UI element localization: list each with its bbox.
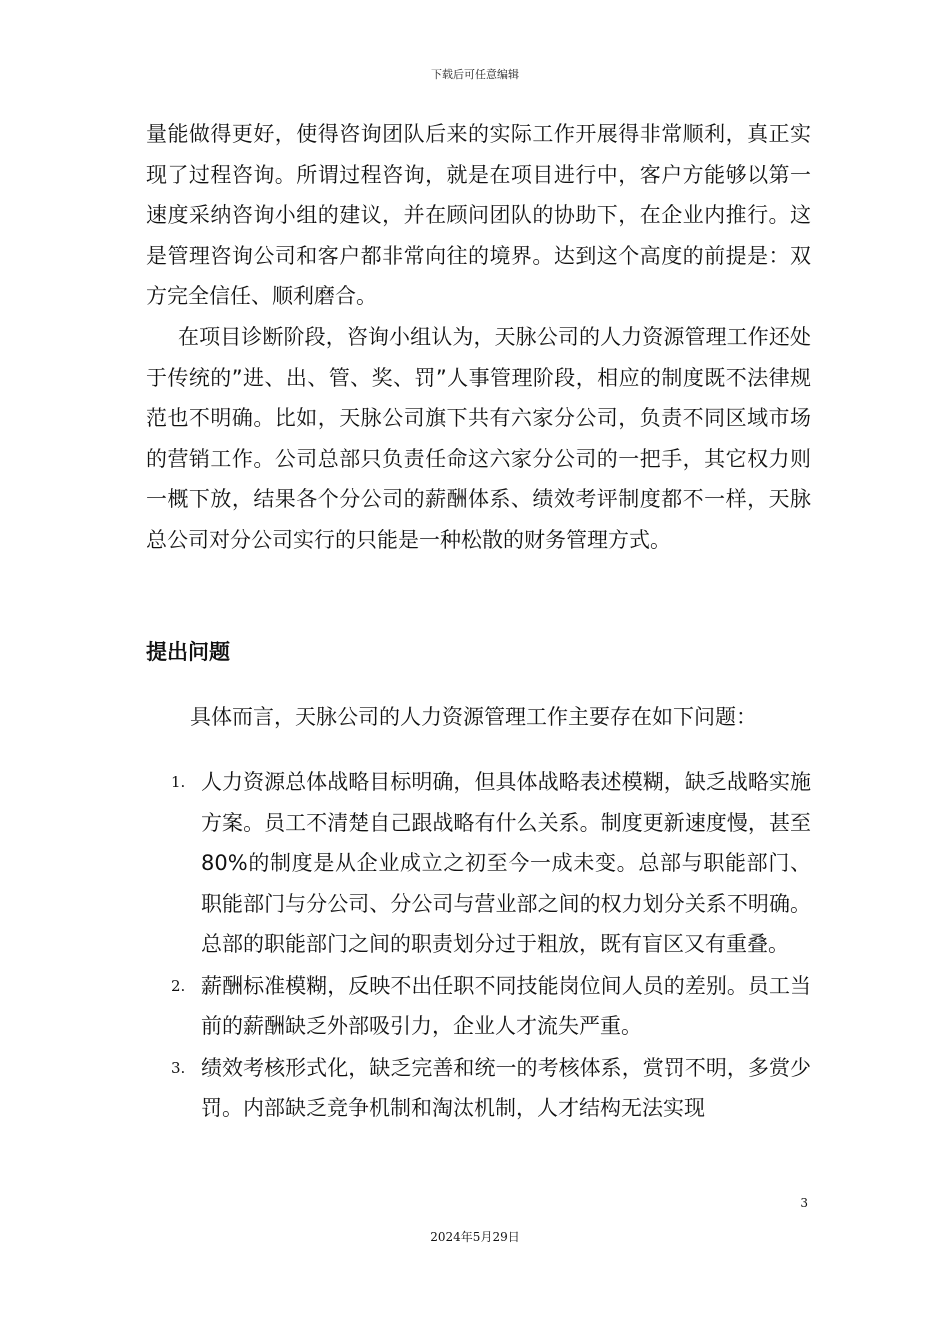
list-item-number: 3.: [171, 1058, 186, 1077]
list-item-number: 1.: [171, 773, 186, 791]
list-item: [146, 1048, 811, 1129]
page-number: 3: [800, 1196, 808, 1210]
list-item: [146, 762, 811, 965]
footer-date: 2024年5月29日: [430, 1230, 520, 1244]
problem-list: [146, 762, 811, 1130]
header-note: 下载后可任意编辑: [431, 68, 519, 81]
list-item-text: 薪酬标准模糊，反映不出任职不同技能岗位间人员的差别。员工当前的薪酬缺乏外部吸引力，企业人才流失严重。: [201, 973, 811, 1038]
body-paragraph: 量能做得更好，使得咨询团队后来的实际工作开展得非常顺利，真正实现了过程咨询。所谓过程咨询，就是在项目进行中，客户方能够以第一速度采纳咨询小组的建议，并在顾问团队的协助下，在企业内推行。这是管理咨询公司和客户都非常向往的境界。达到这个高度的前提是：双方完全信任、顺利磨合。: [146, 122, 811, 308]
body-paragraph: 在项目诊断阶段，咨询小组认为，天脉公司的人力资源管理工作还处于传统的”进、出、管、奖、罚”人事管理阶段，相应的制度既不法律规范也不明确。比如，天脉公司旗下共有六家分公司，负责不同区域市场的营销工作。公司总部只负责任命这六家分公司的一把手，其它权力则一概下放，结果各个分公司的薪酬体系、绩效考评制度都不一样，天脉总公司对分公司实行的只能是一种松散的财务管理方式。: [146, 325, 811, 552]
section-heading: 提出问题: [146, 640, 230, 664]
list-item: [146, 966, 811, 1047]
section-intro: 具体而言，天脉公司的人力资源管理工作主要存在如下问题：: [190, 705, 757, 729]
list-item-text: 人力资源总体战略目标明确，但具体战略表述模糊，缺乏战略实施方案。员工不清楚自己跟战略有什么关系。制度更新速度慢，甚至80%的制度是从企业成立之初至今一成未变。总部与职能部门、职能部门与分公司、分公司与营业部之间的权力划分关系不明确。总部的职能部门之间的职责划分过于粗放，既有盲区又有重叠。: [201, 770, 811, 956]
list-item-number: 2.: [171, 976, 186, 995]
list-item-text: 绩效考核形式化，缺乏完善和统一的考核体系，赏罚不明，多赏少罚。内部缺乏竞争机制和淘汰机制，人才结构无法实现: [201, 1055, 811, 1120]
